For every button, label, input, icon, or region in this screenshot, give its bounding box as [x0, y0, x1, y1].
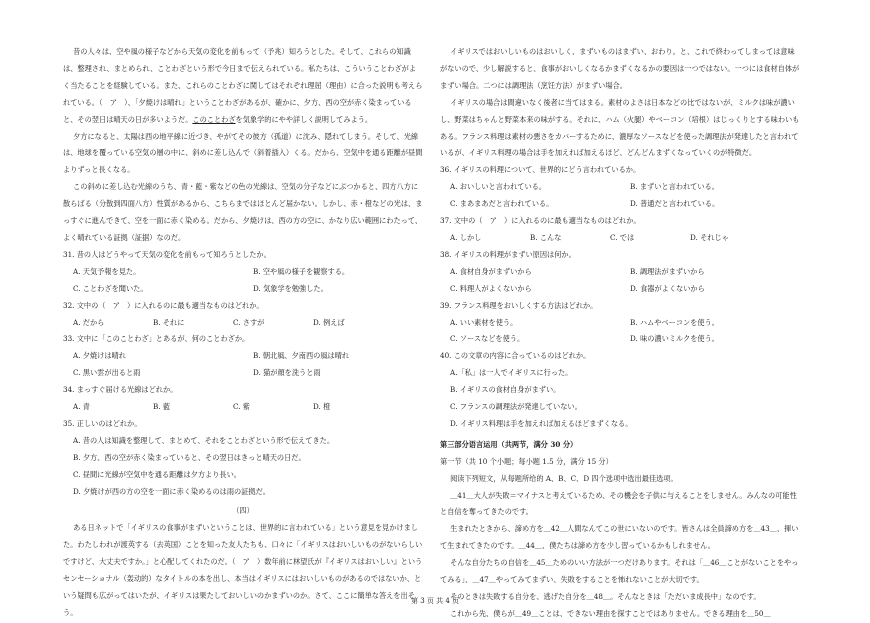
- cloze-para-2: 生まれたときから、諦め方を＿42＿人間なんてこの世にいないのです。皆さんは全員諦め方を＿43＿、揮いて生まれてきたのです。＿44＿、僕たちは諦め方を少し習っているかもしれません。: [440, 524, 799, 551]
- part-3-subtitle: 第一节（共 10 个小题；每小题 1.5 分，满分 15 分）: [440, 456, 613, 466]
- question-stem: 32. 文中の（ ア ）に入れるのに最も適当なものはどれか。: [63, 300, 264, 310]
- answer-option: D. 食器がよくないから: [630, 283, 705, 293]
- answer-option: A. いい素材を使う。: [450, 317, 518, 327]
- answer-option: B. 朝北風、夕南西の風は晴れ: [253, 351, 350, 361]
- cloze-para-5: これから先、僕らが＿49＿ことは、できない理由を探すことではありません。できる理由を＿50＿: [450, 608, 771, 618]
- question-stem: 33. 文中に「このことわざ」とあるが、何のことわざか。: [63, 334, 250, 344]
- answer-option: A. 昔の人は知識を整理して、まとめて、それをことわざという形で伝えてきた。: [73, 435, 335, 445]
- answer-option-row: [440, 281, 800, 298]
- page-footer: 第 3 页 共 4 页: [410, 597, 460, 605]
- answer-option-row: [440, 331, 800, 348]
- left-column: [63, 44, 423, 622]
- answer-option: B. 空や風の様子を観察する。: [253, 266, 350, 276]
- answer-option-row: [63, 281, 423, 298]
- passage-1-para-3: この斜めに差し込む光線のうち、青・藍・紫などの色の光線は、空気の分子などにぶつかると、四方八方に散らばる（分散到四面八方）性質があるから、こちらまではほとんど届かない。しかし、赤・橙などの光は、まっすぐに進んできて、空を一面に赤く染める。だから、夕焼けは、西の方の空に、かなり広い範囲にわたって、よく晴れている証拠（証据）なのだ。: [63, 182, 423, 242]
- answer-option: C. では: [610, 232, 635, 242]
- answer-option: B. それに: [153, 317, 185, 327]
- answer-option: D. 味の濃いミルクを使う。: [630, 334, 719, 344]
- section-4-title: （四）: [232, 506, 254, 516]
- answer-option: A. だから: [73, 317, 105, 327]
- cloze-para-3: そんな自分たちの自信を＿45＿ためのいい方法が一つだけあります。それは「＿46＿ことがないことをやってみる」、＿47＿やってみてまずい、失敗をすることを怖れないことが大切です。: [440, 558, 799, 585]
- passage-2-para-2: イギリスではおいしいものはおいしく、まずいものはまずい、おわり。と、これで終わってしまっては意味がないので、少し解説すると、食事がおいしくなるかまずくなるかの要因は一つではない。一つには食材自体がまずい場合。二つには調理法（烹饪方法）がまずい場合。: [440, 47, 800, 90]
- answer-option: C. ことわざを聞いた。: [73, 283, 148, 293]
- right-column: [440, 44, 800, 623]
- answer-option: D. 普通だと言われている。: [630, 199, 720, 209]
- answer-option: A. おいしいと言われている。: [450, 182, 547, 192]
- answer-option: B. ハムやベーコンを使う。: [630, 317, 719, 327]
- answer-option: D. それじゃ: [690, 232, 729, 242]
- question-stem: 39. フランス料理をおいしくする方法はどれか。: [440, 300, 598, 310]
- answer-option: A. 天気予報を見た。: [73, 266, 141, 276]
- question-stem: 38. イギリスの料理がまずい原因は何か。: [440, 249, 576, 259]
- right-questions: [440, 162, 800, 433]
- part-3-title: 第三部分语言运用（共两节，满分 30 分）: [440, 439, 578, 449]
- answer-option: C. 黒い雲が出ると雨: [73, 368, 141, 378]
- answer-option: A. しかし: [450, 232, 482, 242]
- answer-option-row: [440, 264, 800, 281]
- answer-option: B. 藍: [153, 402, 171, 412]
- passage-1-para-1: 昔の人々は、空や風の様子などから天気の変化を前もって（予兆）知ろうとした。そして、これらの知識は、整理され、まとめられ、ことわざという形で今日まで伝えられている。私たちは、こういうことわざがよく当たることを経験している。また、これらのことわざに関してはそれぞれ理屈（理由）に合った説明も考えられている。（ ア ）、「夕焼けは晴れ」ということわざがあるが、確かに、夕方、西の空が赤く染まっていると、その翌日は晴天の日が多いようだ。このことわざを気象学的にやや詳しく説明してみよう。: [63, 47, 423, 124]
- answer-option-row: [63, 399, 423, 416]
- answer-option: D. 橙: [313, 402, 331, 412]
- question-stem: 40. この文章の内容に合っているのはどれか。: [440, 351, 591, 361]
- answer-option: A. 夕焼けは晴れ: [73, 351, 126, 361]
- question-stem: 34. まっすぐ届ける光線はどれか。: [63, 385, 178, 395]
- answer-option: C. さすが: [233, 317, 265, 327]
- answer-option-row: [63, 348, 423, 365]
- question-stem: 37. 文中の（ ア ）に入れるのに最も適当なものはどれか。: [440, 216, 641, 226]
- answer-option: D. 夕焼けが西の方の空を一面に赤く染めるのは雨の証拠だ。: [73, 486, 270, 496]
- question-stem: 31. 昔の人はどうやって天気の変化を前もって知ろうとしたか。: [63, 249, 271, 259]
- answer-option: C. フランスの調理法が発達していない。: [450, 402, 582, 412]
- answer-option-row: [63, 365, 423, 382]
- answer-option: B. 調理法がまずいから: [630, 266, 705, 276]
- answer-option: D. 例えば: [313, 317, 345, 327]
- cloze-para-1: ＿41＿大人が失敗＝マイナスと考えているため、その機会を子供に与えることをしません。みんなの可能性と自信を奪ってきたのです。: [440, 490, 797, 517]
- answer-option: B. こんな: [530, 232, 562, 242]
- left-questions: [63, 247, 423, 501]
- answer-option: B. まずいと言われている。: [630, 182, 719, 192]
- answer-option: B. イギリスの食材自身がまずい。: [450, 385, 561, 395]
- answer-option: C. 昼間に光線が空気中を通る距離は夕方より長い。: [73, 469, 241, 479]
- answer-option: A.「私」は一人でイギリスに行った。: [450, 368, 573, 378]
- answer-option: D. 猫が顔を洗うと雨: [253, 368, 321, 378]
- answer-option: D. 気象学を勉強した。: [253, 283, 328, 293]
- question-stem: 35. 正しいのはどれか。: [63, 418, 142, 428]
- answer-option: B. 夕方、西の空が赤く染まっていると、その翌日はきっと晴天の日だ。: [73, 452, 306, 462]
- passage-2-para-3: イギリスの場合は間違いなく後者に当てはまる。素材のよさは日本などの比ではないが、ミルクは味が濃いし、野菜はちゃんと野菜本来の味がする。それに、ハム（火腿）やベーコン（培根）はじっくりとする味わいもある。フランス料理は素材の悪さをカバーするために、濃厚なソースなどを使った調理法が発達したと言われているが、イギリス料理の場合は手を加えれば加えるほど、どんどんまずくなっていくのが特徴だ。: [440, 97, 800, 158]
- passage-1-para-2: 夕方になると、太陽は西の地平線に近づき、やがてその彼方（孤道）に沈み、隠れてしまう。そして、光線は、地球を覆っている空気の層の中に、斜めに差し込んで（斜着插入）くる。だから、空気中を通る距離が昼間よりずっと長くなる。: [63, 131, 423, 175]
- answer-option: C. 紫: [233, 402, 250, 412]
- answer-option: C. まあまあだと言われている。: [450, 199, 554, 209]
- answer-option: C. ソースなどを使う。: [450, 334, 525, 344]
- answer-option-row: [440, 315, 800, 332]
- passage-2-para-1: ある日ネットで「イギリスの食事がまずいということは、世界的に言われている」という意見を見かけました。わたしわれが渡英する（去英国）ことを知った友人たちも、口々に「イギリスはおいしいものがないらしいですけど、大丈夫ですか。」と心配してくれたのだ。（ ア ）数年前に林望氏が『イギリスはおいしい』というセンセーショナル（轰动的）なタイトルの本を出し、本当はイギリスにはおいしいものがあるのではないか、という疑問も広がってはいたが、イギリスは果たしておいしいのかまずいのか。さて、ここに簡単な答えを出そう。: [63, 523, 423, 617]
- answer-option-row: [63, 315, 423, 332]
- answer-option-row: [440, 179, 800, 196]
- part-3-instruction: 阅读下列短文，从每题所给的 A、B、C、D 四个选项中选出最佳选项。: [450, 473, 678, 483]
- question-stem: 36. イギリスの料理について、世界的にどう言われているか。: [440, 165, 641, 175]
- answer-option: A. 青: [73, 402, 90, 412]
- answer-option: A. 食材自身がまずいから: [450, 266, 532, 276]
- answer-option: C. 料理人がよくないから: [450, 283, 532, 293]
- answer-option-row: [440, 230, 800, 247]
- answer-option-row: [63, 264, 423, 281]
- cloze-para-4: そのときは失敗する自分を、逃げた自分を＿48＿。そんなときは「ただいま成長中」なのです。: [450, 592, 761, 601]
- underlined-phrase: このことわざ: [192, 114, 236, 124]
- answer-option-row: [440, 196, 800, 213]
- answer-option: D. イギリス料理は手を加えれば加えるほどまずくなる。: [450, 418, 633, 428]
